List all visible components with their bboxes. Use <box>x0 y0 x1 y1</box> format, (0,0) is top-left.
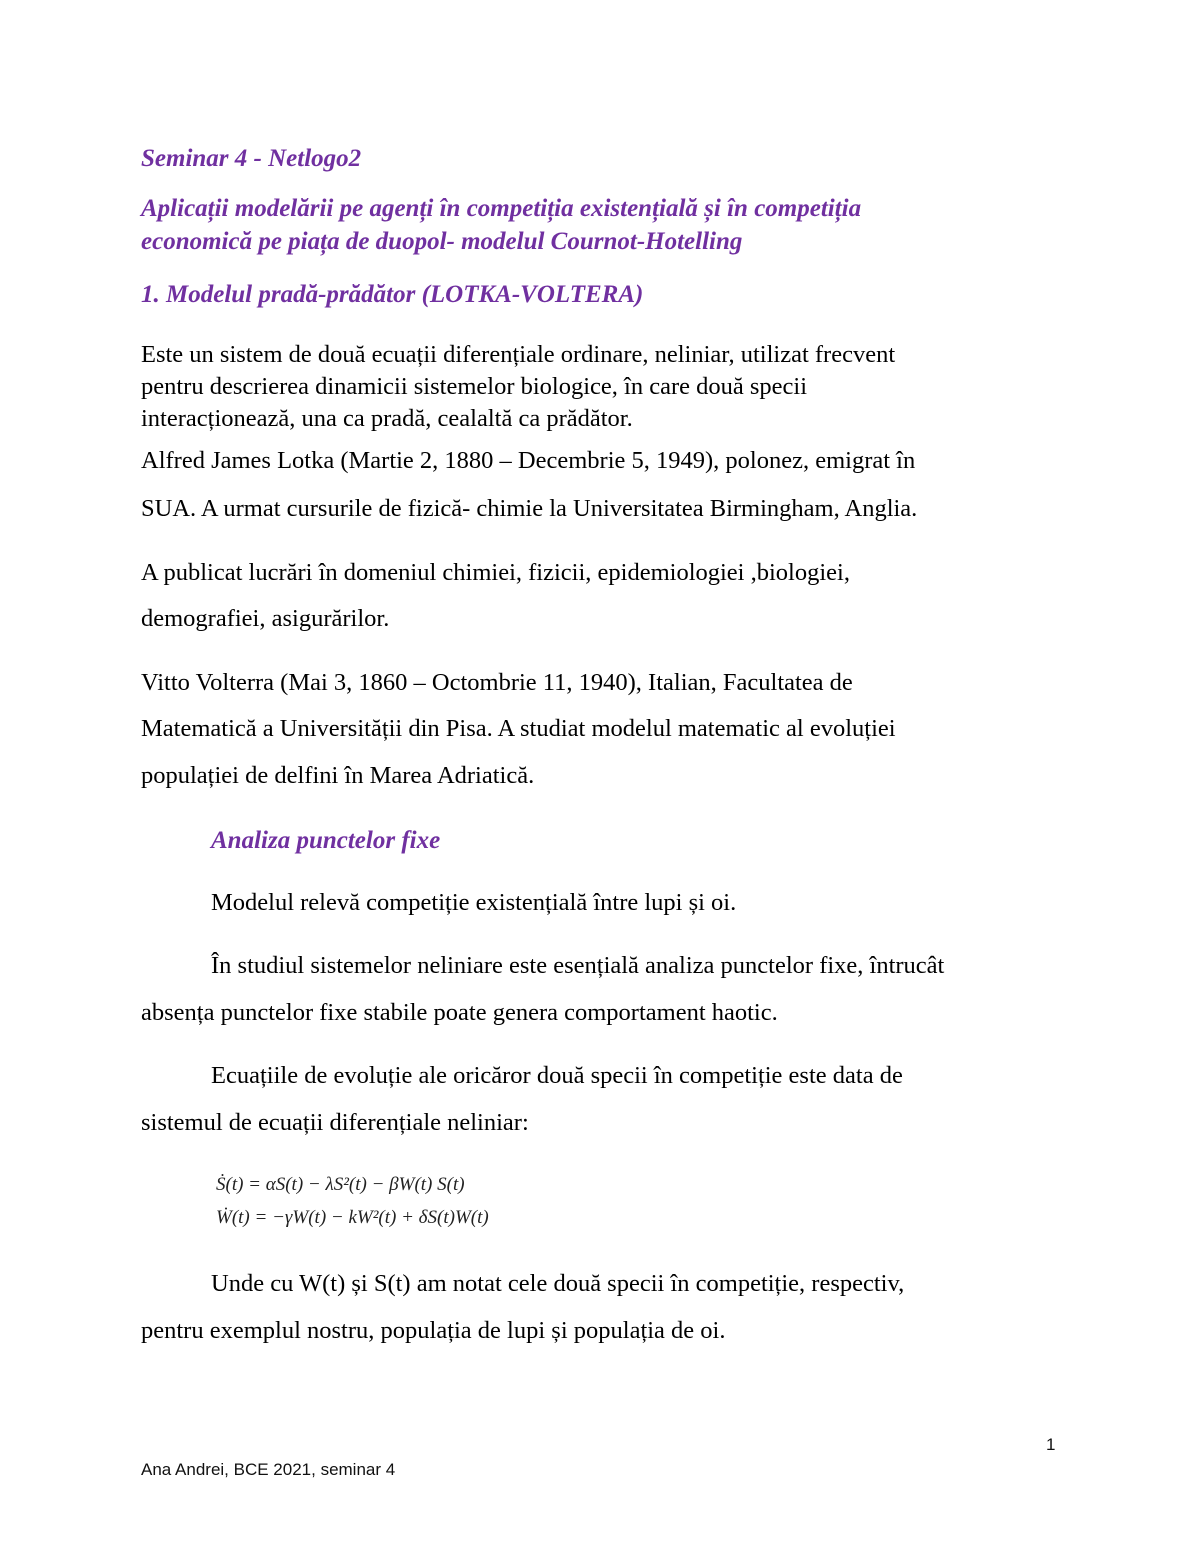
section-1-title: 1. Modelul pradă-prădător (LOTKA-VOLTERA) <box>141 281 644 308</box>
intro-line-3: interacționează, una ca pradă, cealaltă ca prădător. <box>141 405 633 432</box>
footer-author: Ana Andrei, BCE 2021, seminar 4 <box>141 1460 396 1479</box>
seminar-title: Seminar 4 - Netlogo2 <box>141 145 362 172</box>
intro-line-1: Este un sistem de două ecuații diferențiale ordinare, neliniar, utilizat frecvent <box>141 341 896 368</box>
analysis-p3-line-2: sistemul de ecuații diferențiale neliniar: <box>141 1109 529 1136</box>
intro-line-2: pentru descrierea dinamicii sistemelor biologice, în care două specii <box>141 373 808 400</box>
lotka-line-2: SUA. A urmat cursurile de fizică- chimie la Universitatea Birmingham, Anglia. <box>141 495 918 522</box>
analysis-p2-line-2: absența punctelor fixe stabile poate genera comportament haotic. <box>141 999 778 1026</box>
lotka-line-4: demografiei, asigurărilor. <box>141 605 390 632</box>
analysis-p2-line-1: În studiul sistemelor neliniare este esențială analiza punctelor fixe, întrucât <box>211 952 945 979</box>
subtitle-line-2: economică pe piața de duopol- modelul Cournot-Hotelling <box>141 228 743 255</box>
lotka-line-1: Alfred James Lotka (Martie 2, 1880 – Decembrie 5, 1949), polonez, emigrat în <box>141 447 916 474</box>
volterra-line-3: populației de delfini în Marea Adriatică. <box>141 762 535 789</box>
analysis-p4-line-2: pentru exemplul nostru, populația de lupi și populația de oi. <box>141 1317 726 1344</box>
equation-2: Ẇ(t) = −γW(t) − kW²(t) + δS(t)W(t) <box>216 1207 489 1228</box>
volterra-line-2: Matematică a Universității din Pisa. A studiat modelul matematic al evoluției <box>141 715 896 742</box>
lotka-line-3: A publicat lucrări în domeniul chimiei, fizicii, epidemiologiei ,biologiei, <box>141 559 850 586</box>
subtitle-line-1: Aplicații modelării pe agenți în competiția existențială și în competiția <box>141 195 862 222</box>
analysis-p3-line-1: Ecuațiile de evoluție ale oricăror două specii în competiție este data de <box>211 1062 903 1089</box>
equation-1: Ṡ(t) = αS(t) − λS²(t) − βW(t) S(t) <box>216 1174 465 1195</box>
analysis-p4-line-1: Unde cu W(t) și S(t) am notat cele două specii în competiție, respectiv, <box>211 1270 905 1297</box>
volterra-line-1: Vitto Volterra (Mai 3, 1860 – Octombrie 11, 1940), Italian, Facultatea de <box>141 669 853 696</box>
analysis-title: Analiza punctelor fixe <box>211 827 441 854</box>
analysis-p1: Modelul relevă competiție existențială între lupi și oi. <box>211 889 737 916</box>
page-number: 1 <box>1046 1435 1056 1454</box>
